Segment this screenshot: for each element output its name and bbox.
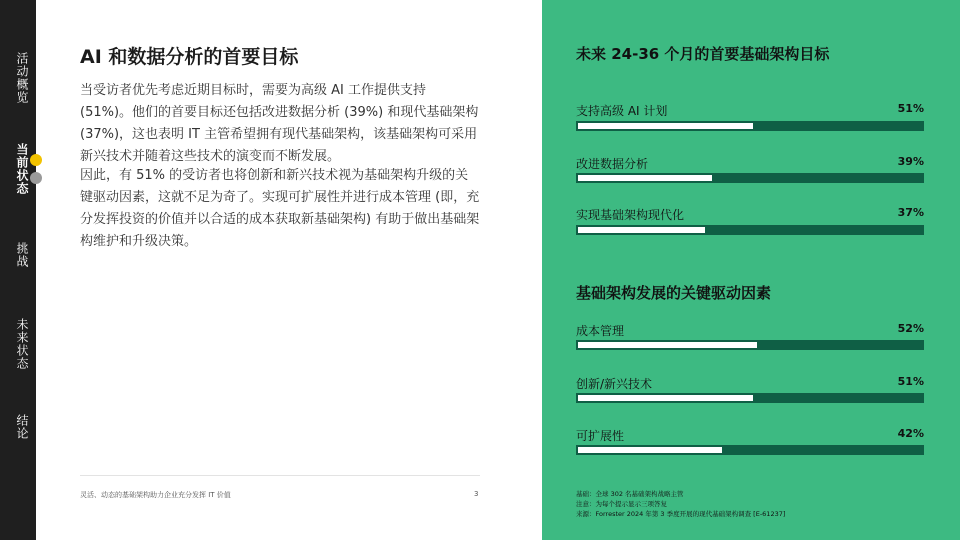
section-title-drivers: 基础架构发展的关键驱动因素 xyxy=(576,284,772,302)
footer-divider xyxy=(80,475,480,476)
driver-bar-fill xyxy=(578,447,722,453)
driver-bar xyxy=(576,340,924,350)
page-title: AI 和数据分析的首要目标 xyxy=(80,46,299,68)
driver-bar-fill xyxy=(578,342,757,348)
body-paragraph-1: 当受访者优先考虑近期目标时，需要为高级 AI 工作提供支持 (51%)。他们的首要目标还包括改进数据分析 (39%) 和现代基础架构 (37%)，这也表明 IT 主管希望拥有现代基础架构，该基础架构可采用新兴技术并随着这些技术的演变而不断发展。 xyxy=(80,83,479,164)
goal-bar-fill xyxy=(578,227,705,233)
note-source: 来源：Forrester 2024 年第 3 季度开展的现代基础架构调查 [E-61237] xyxy=(576,510,786,518)
driver-row-label xyxy=(576,427,924,444)
driver-percent: 51% xyxy=(897,375,924,388)
goal-percent: 39% xyxy=(897,155,924,168)
goal-row-label xyxy=(576,155,924,172)
driver-row-label xyxy=(576,322,924,339)
nav-item-current-state[interactable]: 当前状态 xyxy=(15,143,29,195)
goal-bar xyxy=(576,121,924,131)
goal-bar xyxy=(576,173,924,183)
goal-percent: 37% xyxy=(897,206,924,219)
source-notes xyxy=(576,489,785,519)
driver-percent: 52% xyxy=(897,322,924,335)
nav-item-conclusion[interactable]: 结论 xyxy=(15,414,29,440)
goal-percent: 51% xyxy=(897,102,924,115)
driver-bar-fill xyxy=(578,395,753,401)
footer-title: 灵活、动态的基础架构助力企业充分发挥 IT 价值 xyxy=(80,491,231,499)
section-title-goals: 未来 24-36 个月的首要基础架构目标 xyxy=(576,45,830,63)
goal-bar-fill xyxy=(578,175,712,181)
goal-bar-fill xyxy=(578,123,753,129)
goal-row-label xyxy=(576,102,924,119)
side-nav xyxy=(0,0,36,540)
goal-label: 改进数据分析 xyxy=(576,157,649,171)
stats-panel xyxy=(542,0,960,540)
nav-item-overview[interactable]: 活动概览 xyxy=(15,52,29,104)
nav-dot-next[interactable] xyxy=(30,172,42,184)
goal-bar xyxy=(576,225,924,235)
body-paragraph-2: 因此，有 51% 的受访者也将创新和新兴技术视为基础架构升级的关键驱动因素，这就不足为奇了。实现可扩展性并进行成本管理 (即，充分发挥投资的价值并以合适的成本获取新基础架构) 有助于做出基础架构维护和升级决策。 xyxy=(80,168,480,249)
driver-bar xyxy=(576,445,924,455)
nav-item-challenges[interactable]: 挑战 xyxy=(15,242,29,268)
page-number: 3 xyxy=(474,490,479,498)
driver-label: 创新/新兴技术 xyxy=(576,377,653,391)
driver-row-label xyxy=(576,375,924,392)
goal-label: 实现基础架构现代化 xyxy=(576,208,685,222)
goal-label: 支持高级 AI 计划 xyxy=(576,104,668,118)
driver-percent: 42% xyxy=(897,427,924,440)
nav-dot-active[interactable] xyxy=(30,154,42,166)
nav-item-future-state[interactable]: 未来状态 xyxy=(15,318,29,370)
driver-label: 成本管理 xyxy=(576,324,625,338)
note-caveat: 注意：为每个提示显示三项答复 xyxy=(576,500,667,508)
driver-label: 可扩展性 xyxy=(576,429,625,443)
driver-bar xyxy=(576,393,924,403)
note-base: 基础：全球 302 名基础架构战略主管 xyxy=(576,490,684,498)
goal-row-label xyxy=(576,206,924,223)
